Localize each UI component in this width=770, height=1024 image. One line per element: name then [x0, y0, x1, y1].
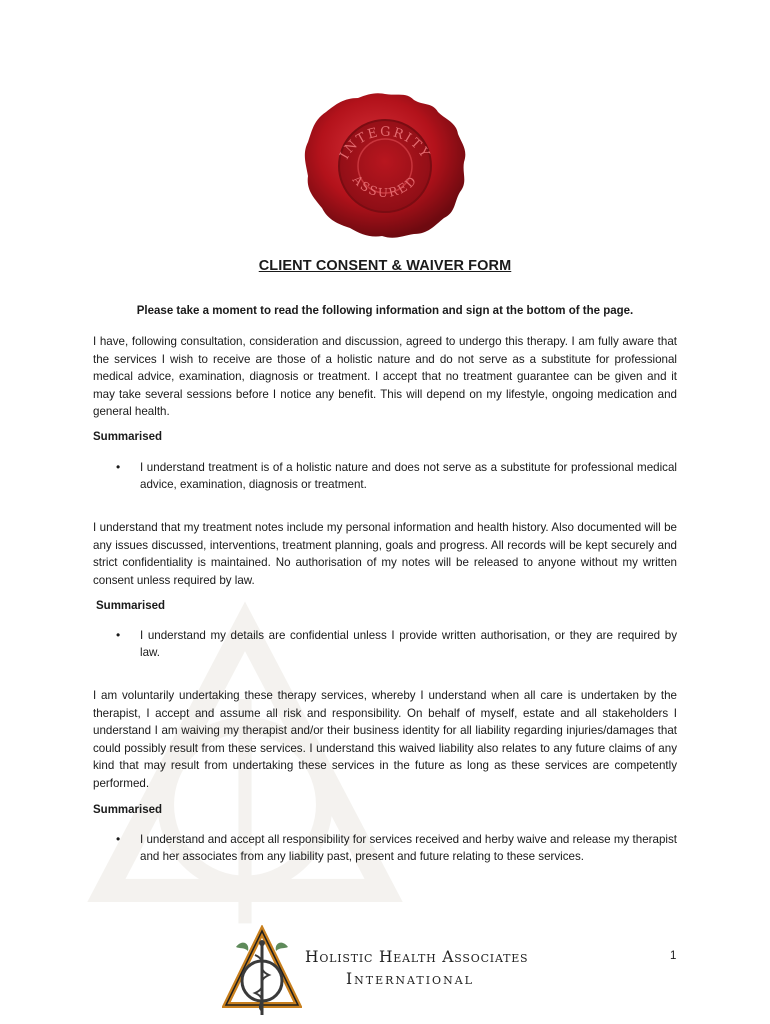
form-title: CLIENT CONSENT & WAIVER FORM	[258, 258, 512, 274]
bullet-icon: •	[116, 628, 121, 642]
section-3-bullet	[116, 831, 677, 865]
section-2-summary-label: Summarised	[96, 600, 166, 612]
section-1-paragraph: I have, following consultation, consideration and discussion, agreed to undergo this therapy. I am fully aware that the services I wish to receive are those of a holistic nature and do not serve as a substitute for professional medical advice, examination, diagnosis or treatment. I accept that no treatment guarantee can be given and it may take several sessions before I notice any benefit. This will depend on my lifestyle, ongoing medication and general health.	[93, 335, 677, 418]
org-name-line-1: Holistic Health Associates	[305, 948, 529, 966]
bullet-icon: •	[116, 460, 121, 474]
section-2-paragraph: I understand that my treatment notes include my personal information and health history. Also documented will be any issues discussed, interventions, treatment planning, goals and progress. All records will be kept securely and strict confidentiality is maintained. No authorisation of my notes will be released to anyone without my written consent unless required by law.	[93, 521, 677, 587]
hha-logo-icon	[222, 925, 302, 1017]
seal-text-top: INTEGRITY	[337, 124, 433, 163]
section-1-bullet	[116, 459, 677, 493]
form-intro: Please take a moment to read the following information and sign at the bottom of the page.	[136, 305, 634, 317]
seal-text-bottom: ASSURED	[349, 172, 421, 200]
section-2-bullet-text: I understand my details are confidential unless I provide written authorisation, or they are required by law.	[140, 629, 677, 659]
section-1-bullet-text: I understand treatment is of a holistic nature and does not serve as a substitute for professional medical advice, examination, diagnosis or treatment.	[140, 461, 677, 491]
section-3-summary-label: Summarised	[93, 804, 163, 816]
page-number: 1	[670, 950, 677, 962]
section-2-bullet	[116, 627, 677, 661]
org-name-line-2: International	[346, 970, 474, 988]
bullet-icon: •	[116, 832, 121, 846]
section-1-summary-label: Summarised	[93, 431, 163, 443]
section-3-bullet-text: I understand and accept all responsibility for services received and herby waive and release my therapist and her associates from any liability past, present and future relating to these services.	[140, 833, 677, 863]
integrity-seal-icon	[300, 90, 470, 240]
section-3-paragraph: I am voluntarily undertaking these therapy services, whereby I understand when all care is undertaken by the therapist, I accept and assume all risk and responsibility. On behalf of myself, estate and all stakeholders I understand I am waiving my therapist and/or their business identity for all liability regarding injuries/damages that could possibly result from these services. I understand this waived liability also relates to any future claims of any kind that may result from undertaking these services in the future as long as these services are competently performed.	[93, 689, 677, 790]
